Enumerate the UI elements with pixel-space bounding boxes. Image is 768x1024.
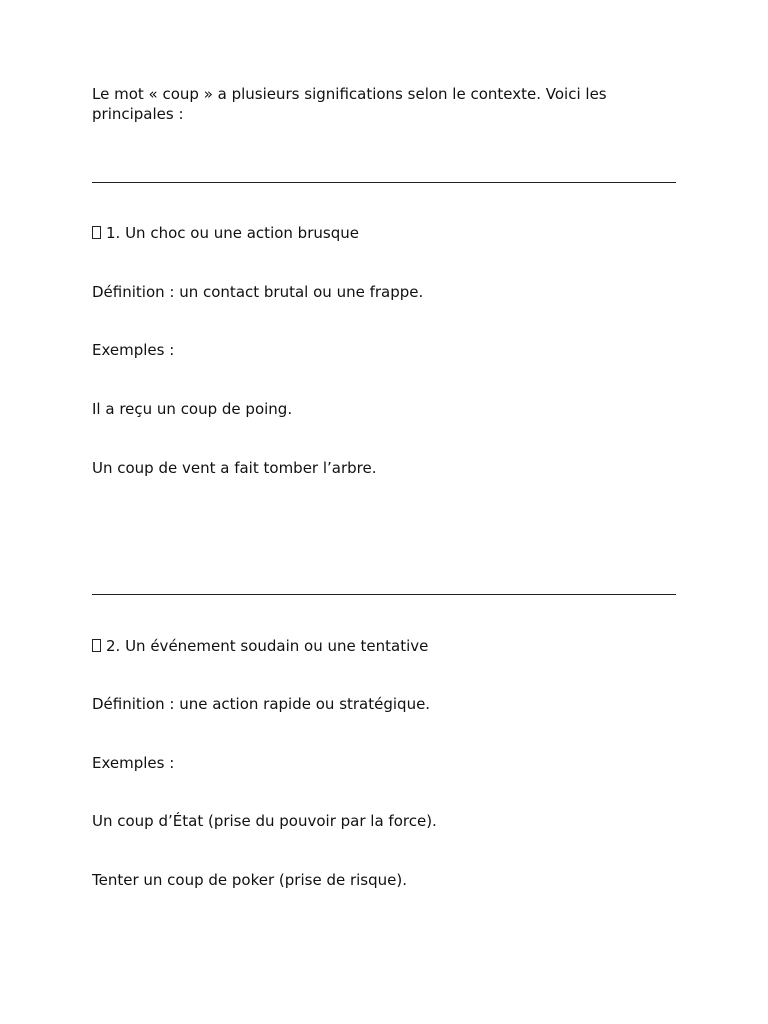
section-divider — [92, 182, 676, 183]
example-item: Un coup de vent a fait tomber l’arbre. — [92, 459, 377, 477]
intro-paragraph: Le mot « coup » a plusieurs significations selon le contexte. Voici les principales : — [92, 85, 607, 123]
section-heading-text: 1. Un choc ou une action brusque — [106, 224, 359, 242]
placeholder-glyph-icon — [92, 226, 101, 239]
examples-label: Exemples : — [92, 754, 175, 772]
section-definition: Définition : un contact brutal ou une frappe. — [92, 283, 424, 301]
example-item: Il a reçu un coup de poing. — [92, 400, 293, 418]
section-definition: Définition : une action rapide ou stratégique. — [92, 695, 431, 713]
example-item: Tenter un coup de poker (prise de risque). — [92, 871, 407, 889]
section-heading-text: 2. Un événement soudain ou une tentative — [106, 637, 429, 655]
document-page — [92, 0, 676, 1024]
example-item: Un coup d’État (prise du pouvoir par la force). — [92, 812, 437, 830]
examples-label: Exemples : — [92, 341, 175, 359]
section-divider — [92, 594, 676, 595]
section-heading — [92, 636, 428, 656]
placeholder-glyph-icon — [92, 639, 101, 652]
section-heading — [92, 223, 359, 243]
